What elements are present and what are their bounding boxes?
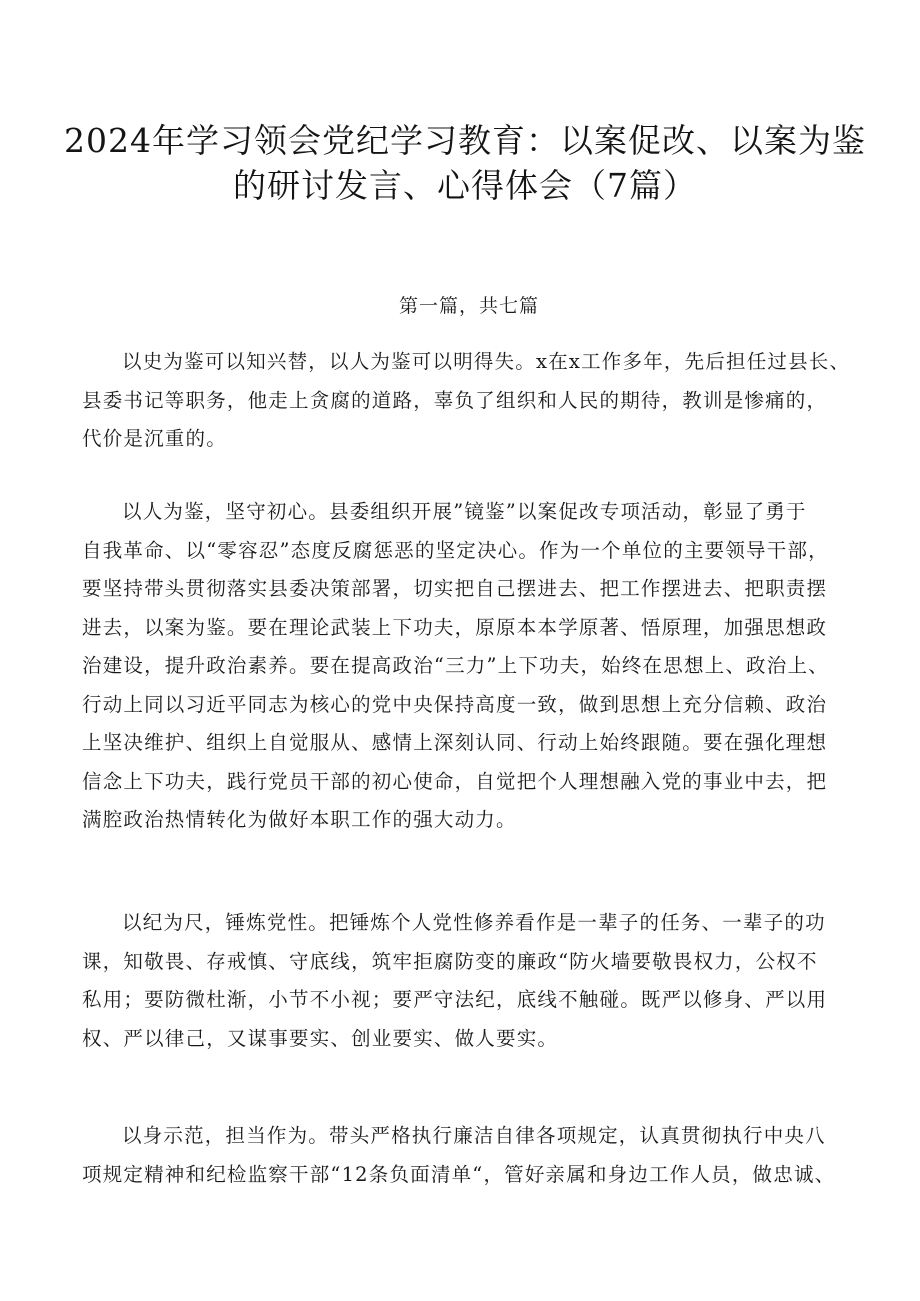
paragraph-line: 私用；要防微杜渐，小节不小视；要严守法纪，底线不触碰。既严以修身、严以用: [82, 988, 828, 1011]
paragraph-line: 进去，以案为鉴。要在理论武装上下功夫，原原本本学原著、悟原理，加强思想政: [82, 615, 828, 639]
paragraph-line: 课，知敬畏、存戒慎、守底线，筑牢拒腐防变的廉政“防火墙要敬畏权力，公权不: [82, 949, 818, 973]
section-heading: 第一篇，共七篇: [398, 295, 539, 317]
title-line-2: 的研讨发言、心得体会（7篇）: [233, 166, 697, 205]
paragraph-4: [82, 1117, 882, 1194]
paragraph-1: [82, 343, 882, 459]
document-title: [60, 118, 870, 208]
paragraph-line: 治建设，提升政治素养。要在提高政治“三力”上下功夫，始终在思想上、政治上、: [82, 654, 829, 677]
paragraph-line: 满腔政治热情转化为做好本职工作的强大动力。: [82, 808, 517, 831]
paragraph-3: [82, 904, 882, 1058]
paragraph-line: 权、严以律己，又谋事要实、创业要实、做人要实。: [82, 1026, 559, 1050]
paragraph-line: 以纪为尺，锤炼党性。把锤炼个人党性修养看作是一辈子的任务、一辈子的功: [122, 911, 826, 934]
paragraph-line: 县委书记等职务，他走上贪腐的道路，辜负了组织和人民的期待，教训是惨痛的，: [82, 388, 828, 412]
paragraph-line: 代价是沉重的。: [82, 427, 227, 450]
paragraph-line: 要坚持带头贯彻落实县委决策部署，切实把自己摆进去、把工作摆进去、把职责摆: [82, 577, 828, 600]
paragraph-line: 行动上同以习近平同志为核心的党中央保持高度一致，做到思想上充分信赖、政治: [82, 692, 828, 716]
title-line-1: 2024年学习领会党纪学习教育：以案促改、以案为鉴: [64, 121, 866, 160]
paragraph-line: 信念上下功夫，践行党员干部的初心使命，自觉把个人理想融入党的事业中去，把: [82, 769, 828, 793]
paragraph-line: 自我革命、以“零容忍”态度反腐惩恶的坚定决心。作为一个单位的主要领导干部，: [82, 538, 829, 562]
paragraph-line: 以史为鉴可以知兴替，以人为鉴可以明得失。x在x工作多年，先后担任过县长、: [122, 350, 851, 373]
paragraph-2: [82, 493, 882, 840]
paragraph-line: 以人为鉴，坚守初心。县委组织开展”镜鉴”以案促改专项活动，彰显了勇于: [122, 500, 807, 523]
paragraph-line: 上坚决维护、组织上自觉服从、感情上深刻认同、行动上始终跟随。要在强化理想: [82, 731, 828, 754]
paragraph-line: 以身示范，担当作为。带头严格执行廉洁自律各项规定，认真贯彻执行中央八: [122, 1124, 826, 1147]
paragraph-line: 项规定精神和纪检监察干部“12条负面清单“，管好亲属和身边工作人员，做忠诚、: [82, 1162, 836, 1186]
